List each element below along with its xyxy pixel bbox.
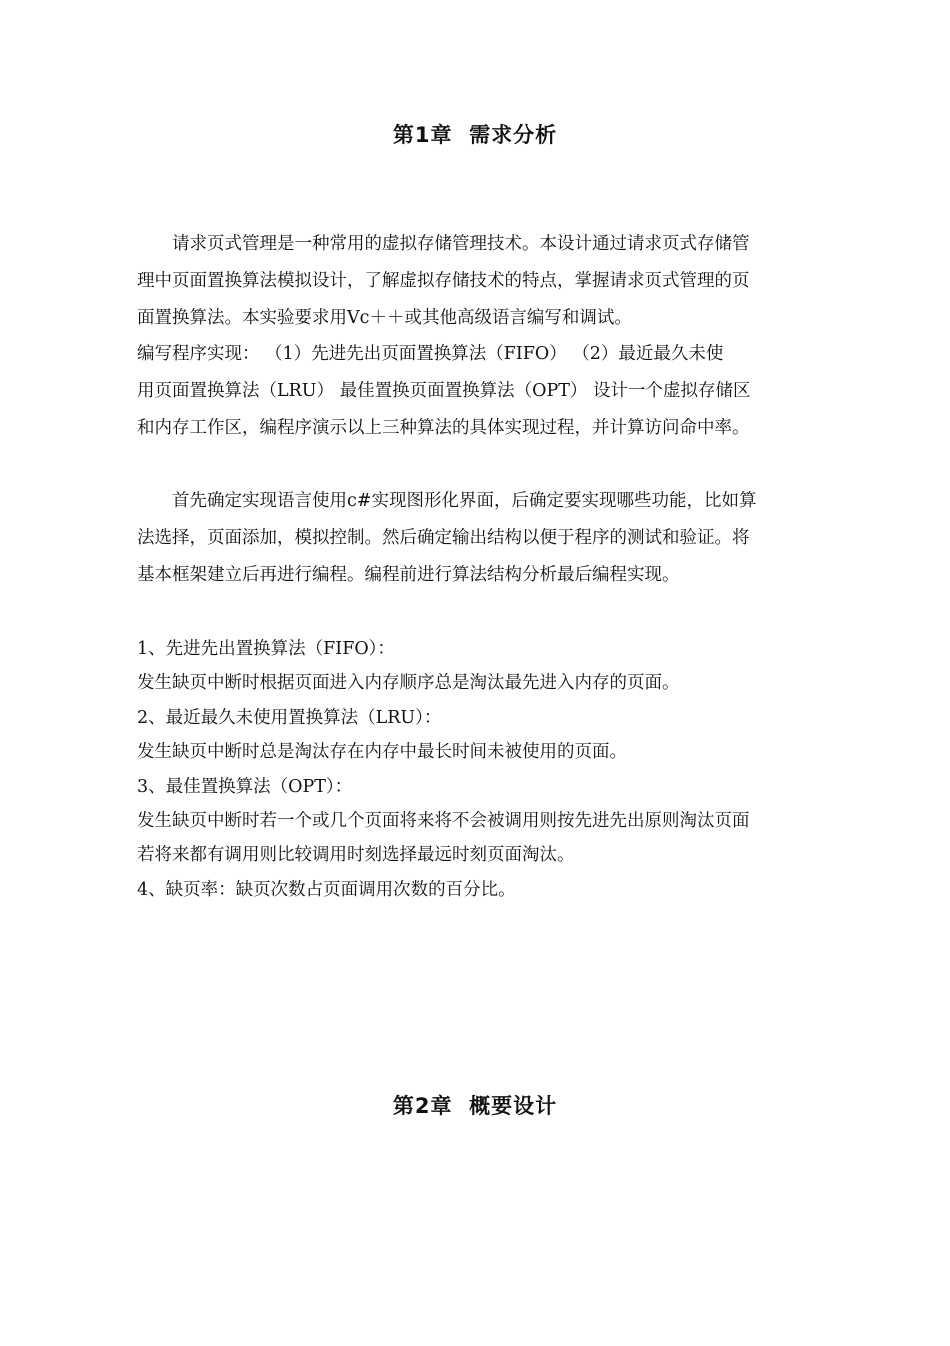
algorithm-description-opt: 若将来都有调用则比较调用时刻选择最远时刻页面淘汰。 — [137, 845, 575, 866]
plan-line: 基本框架建立后再进行编程。编程前进行算法结构分析最后编程实现。 — [137, 565, 680, 585]
algorithm-heading-fifo: 1、先进先出置换算法（FIFO）： — [137, 639, 395, 659]
plan-line: 首先确定实现语言使用c#实现图形化界面，后确定要实现哪些功能，比如算 — [172, 491, 757, 511]
algorithm-description-lru: 发生缺页中断时总是淘汰存在内存中最长时间未被使用的页面。 — [137, 742, 627, 763]
algorithm-description-opt: 发生缺页中断时若一个或几个页面将来将不会被调用则按先进先出原则淘汰页面 — [137, 810, 750, 831]
intro-line: 编写程序实现： （1）先进先出页面置换算法（FIFO） （2）最近最久未使 — [137, 344, 724, 364]
intro-paragraph — [137, 226, 817, 447]
intro-line: 请求页式管理是一种常用的虚拟存储管理技术。本设计通过请求页式存储管 — [172, 234, 750, 254]
plan-line: 法选择，页面添加，模拟控制。然后确定输出结构以便于程序的测试和验证。将 — [137, 528, 750, 548]
algorithm-heading-lru: 2、最近最久未使用置换算法（LRU）： — [137, 707, 442, 728]
page-fault-rate: 4、缺页率：缺页次数占页面调用次数的百分比。 — [137, 879, 516, 900]
intro-line: 理中页面置换算法模拟设计，了解虚拟存储技术的特点，掌握请求页式管理的页 — [137, 271, 750, 291]
algorithm-description-fifo: 发生缺页中断时根据页面进入内存顺序总是淘汰最先进入内存的页面。 — [137, 673, 680, 694]
algorithm-list — [137, 632, 817, 907]
chapter-2-title: 第2章 概要设计 — [392, 1094, 558, 1118]
intro-line: 和内存工作区，编程序演示以上三种算法的具体实现过程，并计算访问命中率。 — [137, 418, 750, 438]
algorithm-heading-opt: 3、最佳置换算法（OPT）： — [137, 776, 353, 797]
chapter-1-title: 第1章 需求分析 — [392, 123, 558, 147]
intro-line: 面置换算法。本实验要求用Vc＋＋或其他高级语言编写和调试。 — [137, 308, 632, 328]
plan-paragraph — [137, 483, 817, 594]
intro-line: 用页面置换算法（LRU） 最佳置换页面置换算法（OPT） 设计一个虚拟存储区 — [137, 381, 751, 401]
